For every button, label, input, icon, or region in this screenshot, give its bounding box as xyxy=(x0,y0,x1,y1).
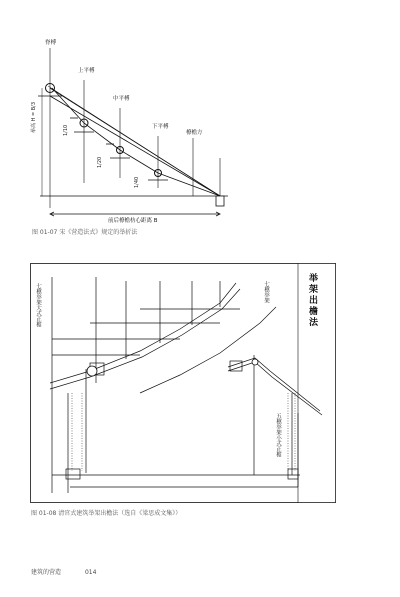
label-lower-purlin: 下平榑 xyxy=(152,124,169,130)
label-eave-purlin: 橑檐方 xyxy=(186,130,203,136)
figure-2-mid-label: 七檩举架 xyxy=(263,281,269,303)
label-base-span: 前后橑檐枋心距离 B xyxy=(108,218,158,224)
page-footer xyxy=(31,567,118,576)
figure-1-song-jushe-diagram xyxy=(18,8,250,224)
svg-text:举高 H = B/3: 举高 H = B/3 xyxy=(31,101,37,133)
figure-2-right-label: 五檩举架小式正檐 xyxy=(275,413,281,457)
figure-2-qing-jujia-diagram xyxy=(30,263,336,503)
footer-book-title: 建筑的营造 xyxy=(31,569,62,576)
svg-text:1/10: 1/10 xyxy=(63,124,69,136)
label-upper-purlin: 上平榑 xyxy=(78,68,95,74)
figure-2-title: 举架出檐法 xyxy=(307,273,317,328)
figure-2-caption: 图 01-08 清官式建筑举架出檐法（选自《梁思成文集》） xyxy=(31,510,182,517)
label-ridge: 脊榑 xyxy=(45,40,57,46)
footer-page-number: 014 xyxy=(84,569,97,576)
figure-1-caption: 图 01-07 宋《营造法式》规定的举折法 xyxy=(32,229,138,236)
svg-text:1/40: 1/40 xyxy=(134,176,140,188)
svg-text:1/20: 1/20 xyxy=(97,156,103,168)
label-middle-purlin: 中平榑 xyxy=(113,96,130,102)
figure-2-left-title: 七檩举架大式正檐 xyxy=(35,283,41,327)
